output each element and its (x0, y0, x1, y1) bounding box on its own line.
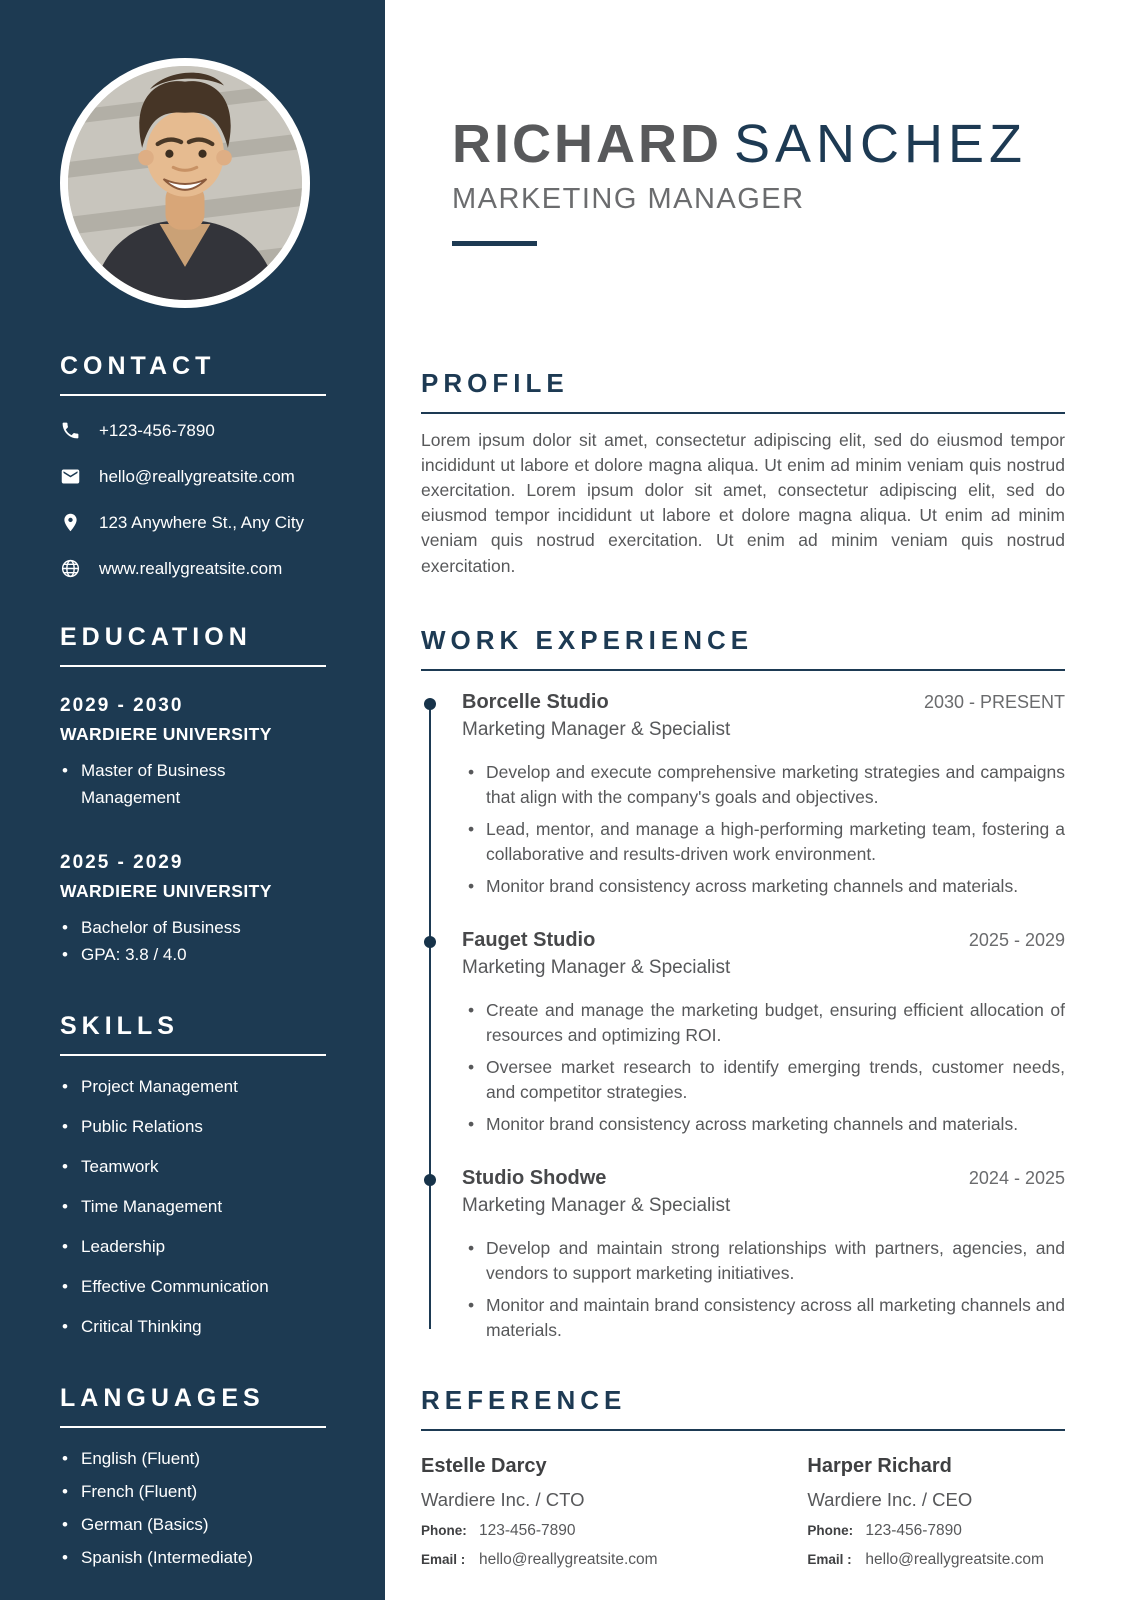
education-entry (60, 852, 326, 969)
phone-number: +123-456-7890 (99, 420, 215, 440)
phone-icon (60, 420, 81, 441)
profile-photo-illustration (68, 66, 302, 300)
job-role: Marketing Manager & Specialist (462, 718, 731, 740)
sidebar (0, 0, 385, 1600)
education-years: 2025 - 2029 (60, 851, 184, 873)
job-role: Marketing Manager & Specialist (462, 1194, 731, 1216)
phone-label: Phone: (807, 1523, 854, 1539)
timeline-dot (424, 1174, 436, 1186)
job-bullet: • Lead, mentor, and manage a high-performing marketing team, fostering a collaborative and results-driven work environment. (462, 817, 1065, 867)
education-heading: EDUCATION (60, 623, 326, 667)
skills-list (60, 1074, 326, 1340)
job-bullet: • Oversee market research to identify emerging trends, customer needs, and competitor strategies. (462, 1055, 1065, 1105)
job-header (462, 929, 1065, 952)
job-header (462, 1167, 1065, 1190)
job-bullet: • Monitor and maintain brand consistency across all marketing channels and materials. (462, 1293, 1065, 1343)
reference-phone-row (421, 1522, 807, 1540)
contact-website-row (60, 558, 326, 579)
job-header (462, 691, 1065, 714)
job-dates: 2024 - 2025 (968, 1167, 1065, 1188)
globe-icon (60, 558, 81, 579)
education-section (60, 623, 326, 968)
language-item: • Spanish (Intermediate) (60, 1545, 326, 1572)
skill-item: • Project Management (60, 1074, 326, 1101)
reference-card (807, 1431, 1065, 1569)
skill-item: • Time Management (60, 1194, 326, 1221)
job-bullet-list (462, 998, 1065, 1137)
reference-section (421, 1385, 1065, 1569)
education-school: WARDIERE UNIVERSITY (60, 880, 272, 901)
email-address: hello@reallygreatsite.com (99, 466, 295, 486)
job-company: Studio Shodwe (462, 1166, 607, 1189)
languages-heading: LANGUAGES (60, 1384, 326, 1428)
timeline-dot (424, 698, 436, 710)
skill-item: • Teamwork (60, 1154, 326, 1181)
work-experience-section (421, 625, 1065, 1343)
job-company: Fauget Studio (462, 928, 596, 951)
contact-phone-row (60, 420, 326, 441)
timeline-dot (424, 936, 436, 948)
contact-list (60, 420, 326, 579)
skill-item: • Critical Thinking (60, 1314, 326, 1341)
reference-name: Estelle Darcy (421, 1455, 547, 1478)
first-name: RICHARD (452, 114, 722, 174)
profile-heading: PROFILE (421, 368, 1065, 414)
language-item: • German (Basics) (60, 1512, 326, 1539)
reference-phone-row (807, 1522, 1065, 1540)
job-bullet: • Develop and maintain strong relationships with partners, agencies, and vendors to support marketing initiatives. (462, 1236, 1065, 1286)
job-title: MARKETING MANAGER (452, 182, 805, 215)
email-label: Email : (807, 1552, 852, 1568)
reference-phone: 123-456-7890 (479, 1522, 576, 1540)
main-column (385, 0, 1131, 1569)
website-url: www.reallygreatsite.com (99, 558, 283, 578)
job-dates: 2030 - PRESENT (923, 691, 1065, 712)
reference-company-role: Wardiere Inc. / CEO (807, 1489, 973, 1511)
skill-item: • Effective Communication (60, 1274, 326, 1301)
reference-email: hello@reallygreatsite.com (479, 1551, 658, 1569)
language-item: • French (Fluent) (60, 1479, 326, 1506)
reference-email-row (421, 1551, 807, 1569)
skills-heading: SKILLS (60, 1012, 326, 1056)
job-timeline (421, 691, 1065, 1343)
profile-photo (60, 58, 310, 308)
education-gpa: • GPA: 3.8 / 4.0 (60, 942, 326, 969)
last-name: SANCHEZ (734, 114, 1028, 174)
job-entry (421, 929, 1065, 1137)
education-degree-list (60, 915, 326, 969)
job-dates: 2025 - 2029 (968, 929, 1065, 950)
reference-heading: REFERENCE (421, 1385, 1065, 1431)
phone-label: Phone: (421, 1523, 467, 1539)
header (421, 0, 1065, 246)
job-bullet: • Monitor brand consistency across marketing channels and materials. (462, 874, 1065, 899)
education-entry (60, 695, 326, 812)
job-entry (421, 1167, 1065, 1343)
job-bullet-list (462, 760, 1065, 899)
education-school: WARDIERE UNIVERSITY (60, 724, 272, 744)
reference-email: hello@reallygreatsite.com (865, 1551, 1044, 1569)
contact-section (60, 352, 326, 579)
job-company: Borcelle Studio (462, 690, 609, 713)
accent-bar (452, 241, 537, 246)
email-icon (60, 466, 81, 487)
job-bullet: • Develop and execute comprehensive marketing strategies and campaigns that align with the company's goals and objectives. (462, 760, 1065, 810)
language-item: • English (Fluent) (60, 1446, 326, 1473)
street-address: 123 Anywhere St., Any City (99, 512, 305, 532)
reference-grid (421, 1431, 1065, 1569)
location-icon (60, 512, 81, 533)
profile-text: Lorem ipsum dolor sit amet, consectetur adipiscing elit, sed do eiusmod tempor incididunt ut labore et dolore magna aliqua. Ut enim ad minim veniam quis nostrud exercitation. Lorem ipsum dolor sit amet, consectetur adipiscing elit, sed do eiusmod tempor incididunt ut labore et dolore magna aliqua. Ut enim ad minim veniam quis nostrud exercitation. Ut enim ad minim veniam quis nostrud exercitation. (421, 429, 1065, 576)
languages-list (60, 1446, 326, 1571)
skills-section (60, 1012, 326, 1340)
reference-email-row (807, 1551, 1065, 1569)
languages-section (60, 1384, 326, 1571)
contact-address-row (60, 512, 326, 533)
email-label: Email : (421, 1552, 466, 1568)
job-role: Marketing Manager & Specialist (462, 956, 731, 978)
education-degree-list (60, 758, 326, 812)
education-degree: • Bachelor of Business (60, 915, 326, 942)
contact-heading: CONTACT (60, 352, 326, 396)
reference-name: Harper Richard (807, 1455, 952, 1478)
reference-phone: 123-456-7890 (865, 1522, 962, 1540)
skill-item: • Public Relations (60, 1114, 326, 1141)
person-name (452, 116, 1065, 173)
education-years: 2029 - 2030 (60, 695, 184, 716)
job-bullet-list (462, 1236, 1065, 1343)
education-degree: • Master of Business Management (60, 758, 326, 812)
job-bullet: • Monitor brand consistency across marketing channels and materials. (462, 1112, 1065, 1137)
work-experience-heading: WORK EXPERIENCE (421, 625, 1065, 671)
reference-card (421, 1431, 807, 1569)
contact-email-row (60, 466, 326, 487)
skill-item: • Leadership (60, 1234, 326, 1261)
profile-section (421, 368, 1065, 579)
job-bullet: • Create and manage the marketing budget, ensuring efficient allocation of resources and optimizing ROI. (462, 998, 1065, 1048)
job-entry (421, 691, 1065, 899)
reference-company-role: Wardiere Inc. / CTO (421, 1489, 585, 1511)
